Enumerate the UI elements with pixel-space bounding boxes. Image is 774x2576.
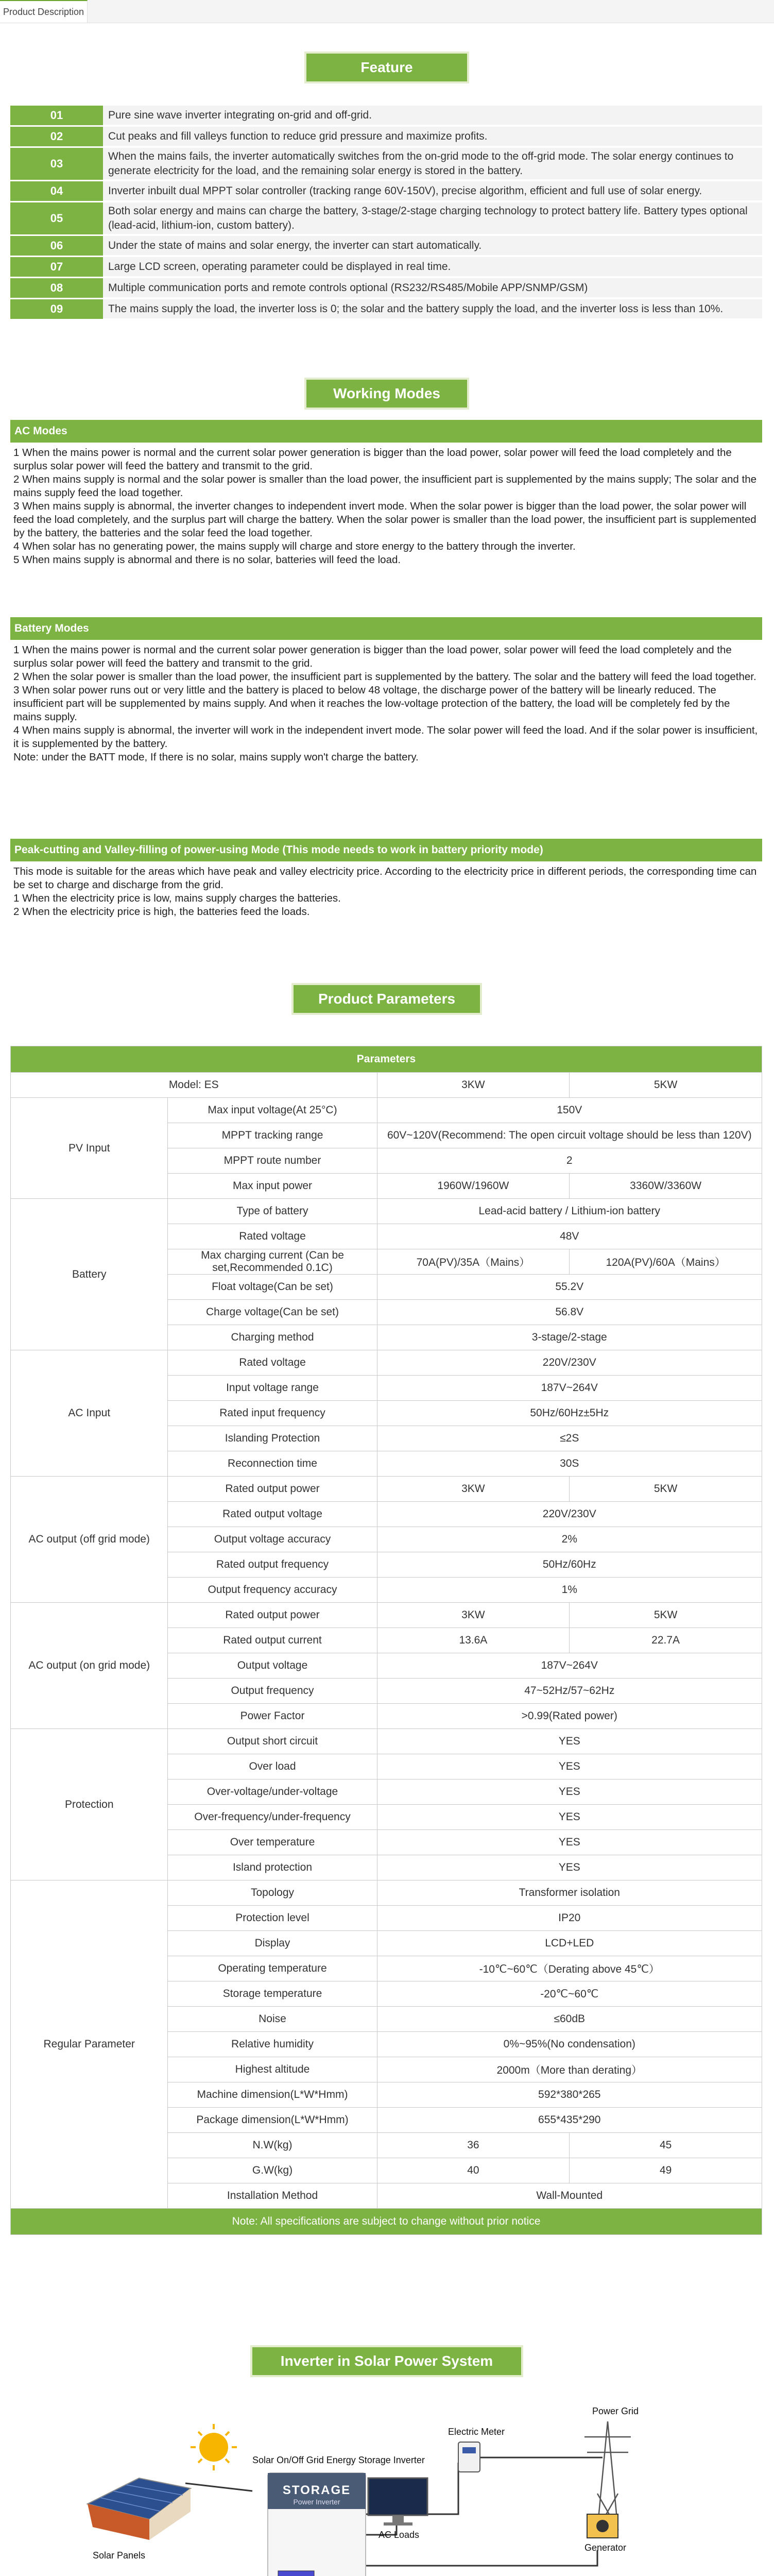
params-row xyxy=(11,1477,762,1502)
params-group-label: Regular Parameter xyxy=(11,1880,168,2209)
params-value: ≤60dB xyxy=(377,2007,762,2032)
mode-line: 2 When mains supply is normal and the solar power is smaller than the load power, the insufficient part is supplemented by the mains supply; The solar and the mains supply feed the load together. xyxy=(13,473,756,499)
params-value: YES xyxy=(377,1754,762,1780)
inverter-brand: STORAGE xyxy=(282,2483,351,2497)
params-label: Highest altitude xyxy=(168,2057,377,2082)
mode-line: 1 When the mains power is normal and the current solar power generation is bigger than the load power, solar power will feed the load completely and the surplus solar power will feed the battery and transmit to the grid. xyxy=(13,447,732,472)
generator-icon xyxy=(587,2514,618,2538)
params-label: Installation Method xyxy=(168,2183,377,2209)
params-value: YES xyxy=(377,1729,762,1754)
params-label: MPPT tracking range xyxy=(168,1123,377,1148)
feature-text: Under the state of mains and solar energy, the inverter can start automatically. xyxy=(103,236,762,256)
params-label: Machine dimension(L*W*Hmm) xyxy=(168,2082,377,2108)
label-inverter: Solar On/Off Grid Energy Storage Inverter xyxy=(252,2455,425,2465)
mode-line: 4 When solar has no generating power, the mains supply will charge and store energy to the battery through the inverter. xyxy=(13,540,576,552)
params-label: Reconnection time xyxy=(168,1451,377,1477)
params-row xyxy=(11,1350,762,1376)
label-power-grid: Power Grid xyxy=(592,2406,639,2416)
params-label: Rated voltage xyxy=(168,1350,377,1376)
params-value: 592*380*265 xyxy=(377,2082,762,2108)
params-value: Transformer isolation xyxy=(377,1880,762,1906)
feature-row xyxy=(10,127,762,146)
params-group-label: AC Input xyxy=(11,1350,168,1477)
feature-row xyxy=(10,299,762,319)
params-label: Rated input frequency xyxy=(168,1401,377,1426)
label-ac-loads: AC Loads xyxy=(379,2530,420,2540)
label-electric-meter: Electric Meter xyxy=(448,2427,505,2437)
mode-line: Note: under the BATT mode, If there is no solar, mains supply won't charge the battery. xyxy=(13,751,419,763)
sun-icon xyxy=(191,2424,237,2470)
feature-row xyxy=(10,181,762,201)
feature-row xyxy=(10,148,762,180)
params-label: Rated voltage xyxy=(168,1224,377,1249)
params-label: Islanding Protection xyxy=(168,1426,377,1451)
params-row xyxy=(11,1199,762,1224)
params-group-label: PV Input xyxy=(11,1098,168,1199)
params-value: YES xyxy=(377,1855,762,1880)
params-value: 655*435*290 xyxy=(377,2108,762,2133)
label-generator: Generator xyxy=(584,2543,627,2553)
params-label: Rated output power xyxy=(168,1477,377,1502)
model-5kw: 5KW xyxy=(570,1073,762,1098)
feature-number: 09 xyxy=(10,299,103,319)
params-value: 30S xyxy=(377,1451,762,1477)
params-label: Over temperature xyxy=(168,1830,377,1855)
params-row xyxy=(11,1880,762,1906)
mode-line: This mode is suitable for the areas which have peak and valley electricity price. According to the electricity price in different periods, the corresponding time can be set to charge and discharge from the grid. xyxy=(13,866,757,891)
params-value: 187V~264V xyxy=(377,1376,762,1401)
params-label: Rated output frequency xyxy=(168,1552,377,1578)
params-value: 220V/230V xyxy=(377,1350,762,1376)
params-value: 2 xyxy=(377,1148,762,1174)
params-value: 50Hz/60Hz xyxy=(377,1552,762,1578)
params-value: Lead-acid battery / Lithium-ion battery xyxy=(377,1199,762,1224)
wire-solar-inverter xyxy=(185,2483,252,2491)
params-value: -20℃~60℃ xyxy=(377,1981,762,2007)
params-label: Output voltage xyxy=(168,1653,377,1679)
mode-line: 5 When mains supply is abnormal and there is no solar, batteries will feed the load. xyxy=(13,554,401,566)
params-value: YES xyxy=(377,1830,762,1855)
peak-mode-header: Peak-cutting and Valley-filling of power-using Mode (This mode needs to work in battery priority mode) xyxy=(10,839,762,861)
mode-line: 1 When the electricity price is low, mains supply charges the batteries. xyxy=(13,892,341,904)
params-label: Rated output power xyxy=(168,1603,377,1628)
params-label: Operating temperature xyxy=(168,1956,377,1981)
params-label: Island protection xyxy=(168,1855,377,1880)
params-value: 0%~95%(No condensation) xyxy=(377,2032,762,2057)
feature-number: 05 xyxy=(10,202,103,234)
params-value-3kw: 40 xyxy=(377,2158,570,2183)
params-value: LCD+LED xyxy=(377,1931,762,1956)
params-label: Output voltage accuracy xyxy=(168,1527,377,1552)
params-label: Topology xyxy=(168,1880,377,1906)
model-label: Model: ES xyxy=(11,1073,377,1098)
params-header-row xyxy=(11,1046,762,1073)
params-value: YES xyxy=(377,1805,762,1830)
feature-number: 06 xyxy=(10,236,103,256)
params-label: Float voltage(Can be set) xyxy=(168,1275,377,1300)
feature-text: When the mains fails, the inverter automatically switches from the on-grid mode to the off-grid mode. The solar energy continues to generate electricity for the load, and the remaining solar energy is stored in the battery. xyxy=(103,148,762,180)
params-group-label: AC output (on grid mode) xyxy=(11,1603,168,1729)
wire-inverter-generator xyxy=(366,2550,597,2566)
feature-text: Inverter inbuilt dual MPPT solar controller (tracking range 60V-150V), precise algorithm, efficient and full use of solar energy. xyxy=(103,181,762,201)
params-value: Wall-Mounted xyxy=(377,2183,762,2209)
params-value: 47~52Hz/57~62Hz xyxy=(377,1679,762,1704)
params-header: Parameters xyxy=(11,1046,762,1073)
params-value: >0.99(Rated power) xyxy=(377,1704,762,1729)
feature-number: 04 xyxy=(10,181,103,201)
params-value-3kw: 3KW xyxy=(377,1477,570,1502)
params-value-3kw: 70A(PV)/35A（Mains） xyxy=(377,1249,570,1275)
params-value-5kw: 120A(PV)/60A（Mains） xyxy=(570,1249,762,1275)
params-label: G.W(kg) xyxy=(168,2158,377,2183)
mode-line: 1 When the mains power is normal and the current solar power generation is bigger than the load power, solar power will feed the load completely and the surplus solar power will feed the battery and transmit to the grid. xyxy=(13,644,732,669)
model-3kw: 3KW xyxy=(377,1073,570,1098)
mode-line: 2 When the electricity price is high, the batteries feed the loads. xyxy=(13,906,310,918)
feature-number: 07 xyxy=(10,257,103,277)
tab-bar xyxy=(0,0,774,23)
working-modes-banner: Working Modes xyxy=(304,378,469,410)
feature-row xyxy=(10,236,762,256)
tab-product-description[interactable]: Product Description xyxy=(0,0,88,23)
params-value-3kw: 13.6A xyxy=(377,1628,570,1653)
feature-text: The mains supply the load, the inverter loss is 0; the solar and the battery supply the load, and the inverter loss is less than 10%. xyxy=(103,299,762,319)
params-value-3kw: 36 xyxy=(377,2133,570,2158)
params-value: 150V xyxy=(377,1098,762,1123)
electric-meter-icon xyxy=(458,2442,480,2472)
params-label: Over-frequency/under-frequency xyxy=(168,1805,377,1830)
inverter-brand-sub: Power Inverter xyxy=(293,2498,340,2506)
ac-modes-header: AC Modes xyxy=(10,420,762,443)
params-label: Output frequency accuracy xyxy=(168,1578,377,1603)
params-row xyxy=(11,1098,762,1123)
params-value: 48V xyxy=(377,1224,762,1249)
params-label: Max charging current (Can be set,Recommended 0.1C) xyxy=(168,1249,377,1275)
system-banner: Inverter in Solar Power System xyxy=(250,2345,523,2377)
params-row xyxy=(11,1603,762,1628)
params-label: Input voltage range xyxy=(168,1376,377,1401)
params-value: 187V~264V xyxy=(377,1653,762,1679)
params-value-5kw: 45 xyxy=(570,2133,762,2158)
solar-panels-icon xyxy=(88,2478,191,2540)
feature-banner: Feature xyxy=(304,52,469,83)
mode-line: 2 When the solar power is smaller than the load power, the insufficient part is supplemented by the battery. The solar and the battery will feed the load together. xyxy=(13,671,756,683)
parameters-table xyxy=(10,1046,762,2235)
params-label: Storage temperature xyxy=(168,1981,377,2007)
params-value: IP20 xyxy=(377,1906,762,1931)
params-value: 60V~120V(Recommend: The open circuit voltage should be less than 120V) xyxy=(377,1123,762,1148)
params-label: N.W(kg) xyxy=(168,2133,377,2158)
power-grid-icon xyxy=(584,2421,631,2530)
params-label: Charge voltage(Can be set) xyxy=(168,1300,377,1325)
mode-line: 4 When mains supply is abnormal, the inverter will work in the independent invert mode. The solar power will feed the load. And if the solar power is insufficient, it is supplemented by the battery. xyxy=(13,724,758,750)
mode-line: 3 When mains supply is abnormal, the inverter changes to independent invert mode. When the solar power is bigger than the load power, the solar power will feed the load completely, and the surplus part will charge the battery. When the solar power is smaller than the load power, the insufficient part is supplemented by the battery, the batteries and the solar feed the load together. xyxy=(13,500,756,539)
params-label: Display xyxy=(168,1931,377,1956)
feature-row xyxy=(10,202,762,234)
params-label: Package dimension(L*W*Hmm) xyxy=(168,2108,377,2133)
params-note: Note: All specifications are subject to change without prior notice xyxy=(11,2209,762,2235)
params-value: 3-stage/2-stage xyxy=(377,1325,762,1350)
feature-text: Both solar energy and mains can charge the battery, 3-stage/2-stage charging technology to protect battery life. Battery types optional (lead-acid, lithium-ion, custom battery). xyxy=(103,202,762,234)
params-value-3kw: 3KW xyxy=(377,1603,570,1628)
params-value: ≤2S xyxy=(377,1426,762,1451)
params-label: Rated output voltage xyxy=(168,1502,377,1527)
params-row xyxy=(11,1729,762,1754)
ac-loads-icon xyxy=(368,2478,427,2526)
params-label: Rated output current xyxy=(168,1628,377,1653)
params-value: YES xyxy=(377,1780,762,1805)
params-label: Noise xyxy=(168,2007,377,2032)
feature-row xyxy=(10,257,762,277)
params-value: 2000m（More than derating） xyxy=(377,2057,762,2082)
params-note-row xyxy=(11,2209,762,2235)
params-group-label: Battery xyxy=(11,1199,168,1350)
feature-number: 08 xyxy=(10,278,103,298)
params-value-5kw: 22.7A xyxy=(570,1628,762,1653)
feature-text: Large LCD screen, operating parameter could be displayed in real time. xyxy=(103,257,762,277)
params-label: MPPT route number xyxy=(168,1148,377,1174)
feature-text: Cut peaks and fill valleys function to reduce grid pressure and maximize profits. xyxy=(103,127,762,146)
system-diagram xyxy=(77,2401,695,2576)
params-model-row xyxy=(11,1073,762,1098)
ac-modes-body xyxy=(10,444,762,569)
params-value: 56.8V xyxy=(377,1300,762,1325)
params-value-5kw: 5KW xyxy=(570,1477,762,1502)
params-value-5kw: 3360W/3360W xyxy=(570,1174,762,1199)
feature-text: Pure sine wave inverter integrating on-grid and off-grid. xyxy=(103,106,762,125)
params-value: -10℃~60℃（Derating above 45℃） xyxy=(377,1956,762,1981)
params-group-label: AC output (off grid mode) xyxy=(11,1477,168,1603)
params-label: Protection level xyxy=(168,1906,377,1931)
feature-row xyxy=(10,106,762,125)
peak-mode-body xyxy=(10,863,762,921)
params-label: Over-voltage/under-voltage xyxy=(168,1780,377,1805)
params-value-5kw: 49 xyxy=(570,2158,762,2183)
params-value: 220V/230V xyxy=(377,1502,762,1527)
params-label: Output short circuit xyxy=(168,1729,377,1754)
battery-modes-header: Battery Modes xyxy=(10,617,762,640)
params-label: Type of battery xyxy=(168,1199,377,1224)
battery-modes-body xyxy=(10,641,762,766)
feature-row xyxy=(10,278,762,298)
params-label: Output frequency xyxy=(168,1679,377,1704)
params-label: Max input power xyxy=(168,1174,377,1199)
params-label: Power Factor xyxy=(168,1704,377,1729)
params-value: 55.2V xyxy=(377,1275,762,1300)
feature-number: 01 xyxy=(10,106,103,125)
params-value-5kw: 5KW xyxy=(570,1603,762,1628)
feature-number: 02 xyxy=(10,127,103,146)
params-label: Charging method xyxy=(168,1325,377,1350)
params-label: Over load xyxy=(168,1754,377,1780)
params-label: Relative humidity xyxy=(168,2032,377,2057)
feature-number: 03 xyxy=(10,148,103,180)
params-value: 50Hz/60Hz±5Hz xyxy=(377,1401,762,1426)
mode-line: 3 When solar power runs out or very little and the battery is placed to below 48 voltage, the discharge power of the battery will be linearly reduced. The insufficient part will be supplemented by mains supply. And when it reaches the low-voltage protection of the battery, the load will be completely fed by the mains supply. xyxy=(13,684,730,723)
params-value: 1% xyxy=(377,1578,762,1603)
params-value-3kw: 1960W/1960W xyxy=(377,1174,570,1199)
parameters-banner: Product Parameters xyxy=(291,983,482,1015)
params-group-label: Protection xyxy=(11,1729,168,1880)
feature-text: Multiple communication ports and remote controls optional (RS232/RS485/Mobile APP/SNMP/GSM) xyxy=(103,278,762,298)
label-solar-panels: Solar Panels xyxy=(93,2550,146,2561)
params-value: 2% xyxy=(377,1527,762,1552)
params-label: Max input voltage(At 25°C) xyxy=(168,1098,377,1123)
